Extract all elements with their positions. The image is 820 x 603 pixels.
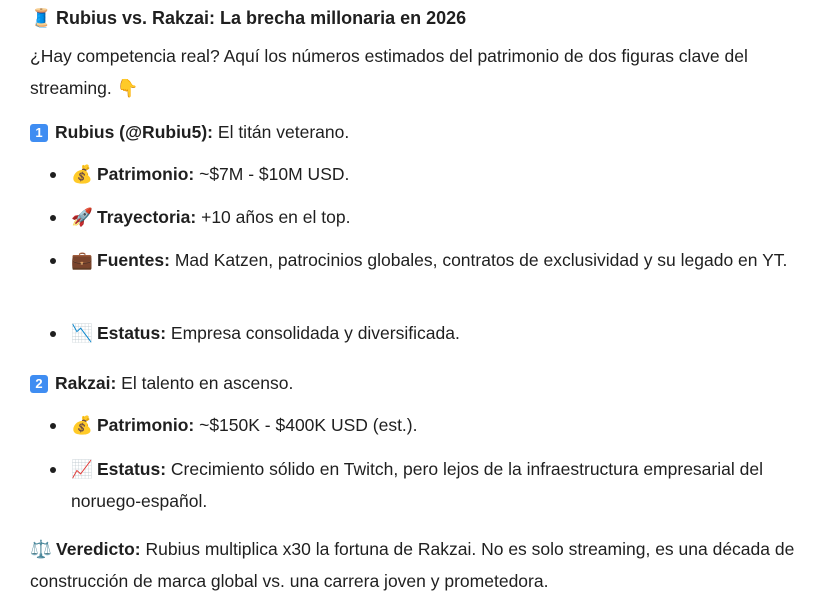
thread-icon: 🧵 bbox=[30, 8, 53, 28]
item-label: Fuentes: bbox=[97, 250, 170, 270]
title-text: Rubius vs. Rakzai: La brecha millonaria en 2026 bbox=[56, 8, 467, 28]
section-name: Rubius (@Rubiu5): bbox=[55, 122, 214, 142]
section-name: Rakzai: bbox=[55, 373, 117, 393]
intro-paragraph: ¿Hay competencia real? Aquí los números estimados del patrimonio de dos figuras clave del streaming. 👇 bbox=[30, 46, 748, 98]
bullet-dot bbox=[50, 258, 56, 264]
section-desc: El talento en ascenso. bbox=[121, 373, 294, 393]
item-label: Estatus: bbox=[97, 459, 167, 479]
verdict-text: Rubius multiplica x30 la fortuna de Rakzai. No es solo streaming, es una década de construcción de marca global vs. una carrera joven y prometedora. bbox=[30, 539, 795, 591]
verdict-paragraph bbox=[30, 533, 810, 597]
keycap-one-icon: 1 bbox=[30, 124, 48, 142]
money-bag-icon: 💰 bbox=[71, 415, 93, 435]
item-text: Empresa consolidada y diversificada. bbox=[170, 323, 460, 343]
chart-decreasing-icon: 📉 bbox=[71, 323, 93, 343]
rocket-icon: 🚀 bbox=[71, 207, 93, 227]
section-desc: El titán veterano. bbox=[217, 122, 350, 142]
item-label: Trayectoria: bbox=[97, 207, 197, 227]
briefcase-icon: 💼 bbox=[71, 250, 93, 270]
bullet-dot bbox=[50, 423, 56, 429]
item-label: Estatus: bbox=[97, 323, 167, 343]
item-text: ~$7M - $10M USD. bbox=[199, 164, 350, 184]
verdict-label: Veredicto: bbox=[56, 539, 141, 559]
bullet-dot bbox=[50, 331, 56, 337]
item-text: Crecimiento sólido en Twitch, pero lejos de la infraestructura empresarial del noruego-español. bbox=[71, 459, 763, 511]
item-text: +10 años en el top. bbox=[201, 207, 351, 227]
bullet-dot bbox=[50, 215, 56, 221]
item-text: ~$150K - $400K USD (est.). bbox=[199, 415, 418, 435]
section-rakzai-heading bbox=[30, 367, 293, 399]
money-bag-icon: 💰 bbox=[71, 164, 93, 184]
balance-scale-icon: ⚖️ bbox=[30, 539, 52, 559]
section-rubius-heading bbox=[30, 116, 349, 148]
post-title bbox=[30, 4, 466, 32]
bullet-dot bbox=[50, 172, 56, 178]
item-text: Mad Katzen, patrocinios globales, contratos de exclusividad y su legado en YT. bbox=[174, 250, 788, 270]
item-label: Patrimonio: bbox=[97, 415, 195, 435]
chart-increasing-icon: 📈 bbox=[71, 459, 93, 479]
item-label: Patrimonio: bbox=[97, 164, 195, 184]
bullet-dot bbox=[50, 467, 56, 473]
keycap-two-icon: 2 bbox=[30, 375, 48, 393]
